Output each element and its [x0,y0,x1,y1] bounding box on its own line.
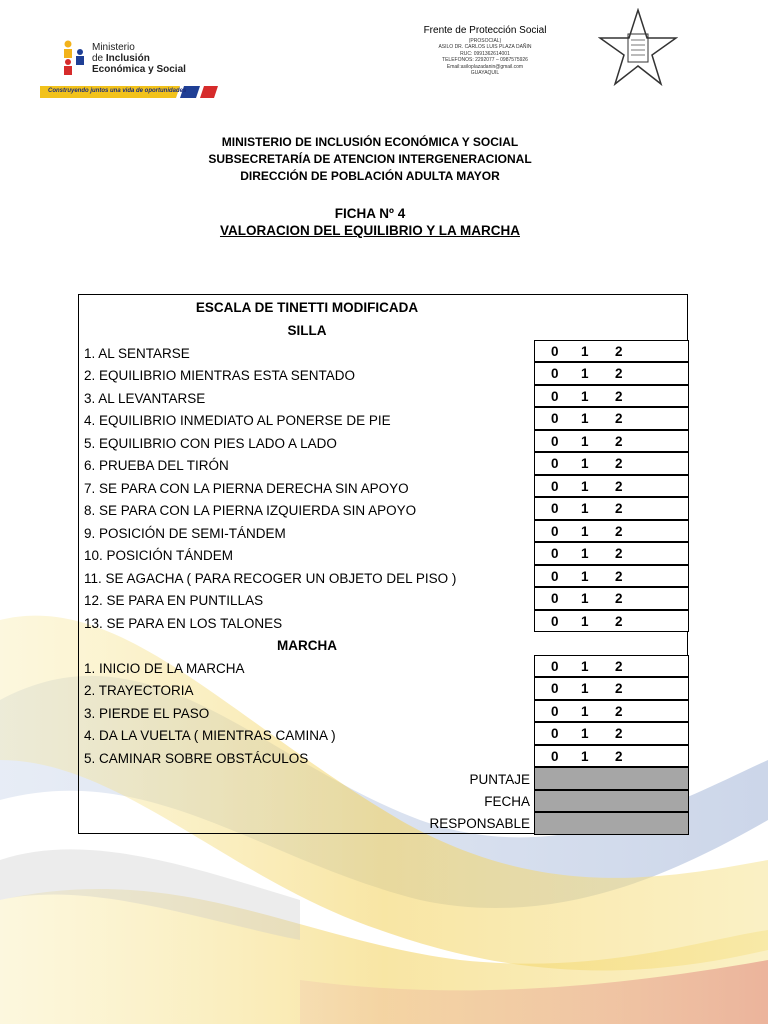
score-option[interactable]: 1 [581,568,589,584]
score-option[interactable]: 0 [551,523,559,539]
score-option[interactable]: 0 [551,433,559,449]
score-option[interactable]: 1 [581,343,589,359]
prosocial-title: Frente de Protección Social [423,25,547,36]
score-option[interactable]: 0 [551,478,559,494]
score-option[interactable]: 0 [551,343,559,359]
responsable-field[interactable] [534,812,689,835]
score-option[interactable]: 0 [551,366,559,381]
score-option[interactable]: 0 [551,613,559,629]
marcha-item: 1. INICIO DE LA MARCHA [84,661,245,676]
score-option[interactable]: 2 [615,703,623,719]
prosocial-line: GUAYAQUIL [470,70,500,77]
ministry-logo-text [92,42,186,75]
silla-item: 12. SE PARA EN PUNTILLAS [84,593,264,608]
score-cell[interactable] [534,385,689,408]
score-cell[interactable] [534,587,689,610]
marcha-item: 4. DA LA VUELTA ( MIENTRAS CAMINA ) [84,728,336,743]
logo-line2-bold: Inclusión [105,53,150,64]
score-option[interactable]: 1 [581,681,589,696]
silla-item: 6. PRUEBA DEL TIRÓN [84,458,229,473]
score-option[interactable]: 2 [615,591,623,606]
score-cell[interactable] [534,362,689,385]
score-cell[interactable] [534,700,689,723]
score-option[interactable]: 2 [615,523,623,539]
ministry-logo [38,30,218,100]
score-option[interactable]: 1 [581,456,589,471]
score-option[interactable]: 1 [581,523,589,539]
score-cell[interactable] [534,677,689,700]
score-option[interactable]: 1 [581,726,589,741]
score-option[interactable]: 0 [551,546,559,561]
silla-item: 5. EQUILIBRIO CON PIES LADO A LADO [84,436,337,451]
score-option[interactable]: 2 [615,388,623,404]
silla-item: 3. AL LEVANTARSE [84,391,206,406]
prosocial-header [410,20,560,76]
score-option[interactable]: 2 [615,748,623,764]
score-option[interactable]: 1 [581,658,589,674]
logo-tagline: Construyendo juntos una vida de oportunidades [48,88,187,94]
score-option[interactable]: 2 [615,658,623,674]
score-cell[interactable] [534,745,689,768]
score-option[interactable]: 1 [581,613,589,629]
logo-ribbon [40,85,218,97]
prosocial-line: ASILO DR. CARLOS LUIS PLAZA DAÑIN [438,44,532,51]
score-cell[interactable] [534,452,689,475]
score-cell[interactable] [534,655,689,678]
score-option[interactable]: 2 [615,366,623,381]
score-option[interactable]: 0 [551,591,559,606]
document-headings [0,134,740,185]
silla-item: 11. SE AGACHA ( PARA RECOGER UN OBJETO DEL PISO ) [84,571,457,586]
marcha-item: 2. TRAYECTORIA [84,683,194,698]
logo-line3: Económica y Social [92,64,186,75]
score-option[interactable]: 0 [551,748,559,764]
score-option[interactable]: 1 [581,478,589,494]
score-option[interactable]: 2 [615,433,623,449]
score-option[interactable]: 2 [615,478,623,494]
score-cell[interactable] [534,520,689,543]
score-option[interactable]: 0 [551,658,559,674]
prosocial-line: Email:asiloplazadanin@gmail.com [446,63,524,70]
score-cell[interactable] [534,430,689,453]
score-option[interactable]: 1 [581,748,589,764]
score-option[interactable]: 1 [581,546,589,561]
marcha-item: 3. PIERDE EL PASO [84,706,210,721]
score-option[interactable]: 2 [615,411,623,426]
score-option[interactable]: 0 [551,568,559,584]
score-option[interactable]: 1 [581,501,589,516]
score-option[interactable]: 1 [581,388,589,404]
silla-item: 1. AL SENTARSE [84,346,190,361]
score-cell[interactable] [534,542,689,565]
score-option[interactable]: 0 [551,703,559,719]
score-option[interactable]: 2 [615,726,623,741]
puntaje-field[interactable] [534,767,689,790]
logo-line2-prefix: de [92,53,106,64]
fecha-field[interactable] [534,790,689,813]
score-option[interactable]: 1 [581,703,589,719]
logo-line1: Ministerio [92,42,135,53]
family-icon [60,38,90,78]
score-cell[interactable] [534,610,689,633]
silla-item: 10. POSICIÓN TÁNDEM [84,548,234,563]
silla-item: 2. EQUILIBRIO MIENTRAS ESTA SENTADO [84,368,356,383]
ficha-number: FICHA Nº 4 [334,206,406,221]
score-option[interactable]: 1 [581,433,589,449]
score-option[interactable]: 0 [551,726,559,741]
score-option[interactable]: 0 [551,388,559,404]
responsable-label: RESPONSABLE [429,816,530,831]
score-option[interactable]: 0 [551,411,559,426]
score-option[interactable]: 1 [581,366,589,381]
score-cell[interactable] [534,722,689,745]
logo-line2 [92,53,186,64]
heading-subsecretaria: SUBSECRETARÍA DE ATENCION INTERGENERACIONAL [208,152,532,166]
score-option[interactable]: 0 [551,501,559,516]
score-option[interactable]: 2 [615,681,623,696]
score-option[interactable]: 0 [551,681,559,696]
ficha-title [0,205,740,239]
score-cell[interactable] [534,340,689,363]
silla-item: 13. SE PARA EN LOS TALONES [84,616,283,631]
silla-item: 9. POSICIÓN DE SEMI-TÁNDEM [84,526,286,541]
score-option[interactable]: 2 [615,568,623,584]
prosocial-line: TELEFONOS: 2292077 – 0987575926 [442,57,528,64]
silla-item: 8. SE PARA CON LA PIERNA IZQUIERDA SIN APOYO [84,503,417,518]
silla-item: 4. EQUILIBRIO INMEDIATO AL PONERSE DE PIE [84,413,391,428]
score-option[interactable]: 0 [551,456,559,471]
section-marcha: MARCHA [277,638,337,653]
score-cell[interactable] [534,497,689,520]
fecha-label: FECHA [484,794,530,809]
score-cell[interactable] [534,475,689,498]
score-option[interactable]: 2 [615,613,623,629]
score-option[interactable]: 2 [615,343,623,359]
star-emblem-icon [598,8,678,88]
score-option[interactable]: 1 [581,591,589,606]
table-title: ESCALA DE TINETTI MODIFICADA [195,300,419,315]
score-option[interactable]: 2 [615,501,623,516]
tinetti-table [78,294,688,834]
heading-direccion: DIRECCIÓN DE POBLACIÓN ADULTA MAYOR [240,169,500,183]
puntaje-label: PUNTAJE [469,772,530,787]
score-option[interactable]: 1 [581,411,589,426]
prosocial-line: RUC: 0991362614001 [460,50,510,57]
prosocial-line: (PROSOCIAL) [468,38,502,44]
score-cell[interactable] [534,565,689,588]
section-silla: SILLA [287,323,327,338]
score-option[interactable]: 2 [615,456,623,471]
score-cell[interactable] [534,407,689,430]
score-option[interactable]: 2 [615,546,623,561]
silla-item: 7. SE PARA CON LA PIERNA DERECHA SIN APOYO [84,481,409,496]
ficha-subtitle: VALORACION DEL EQUILIBRIO Y LA MARCHA [219,223,520,238]
marcha-item: 5. CAMINAR SOBRE OBSTÁCULOS [84,751,309,766]
heading-ministry: MINISTERIO DE INCLUSIÓN ECONÓMICA Y SOCIAL [221,135,519,149]
